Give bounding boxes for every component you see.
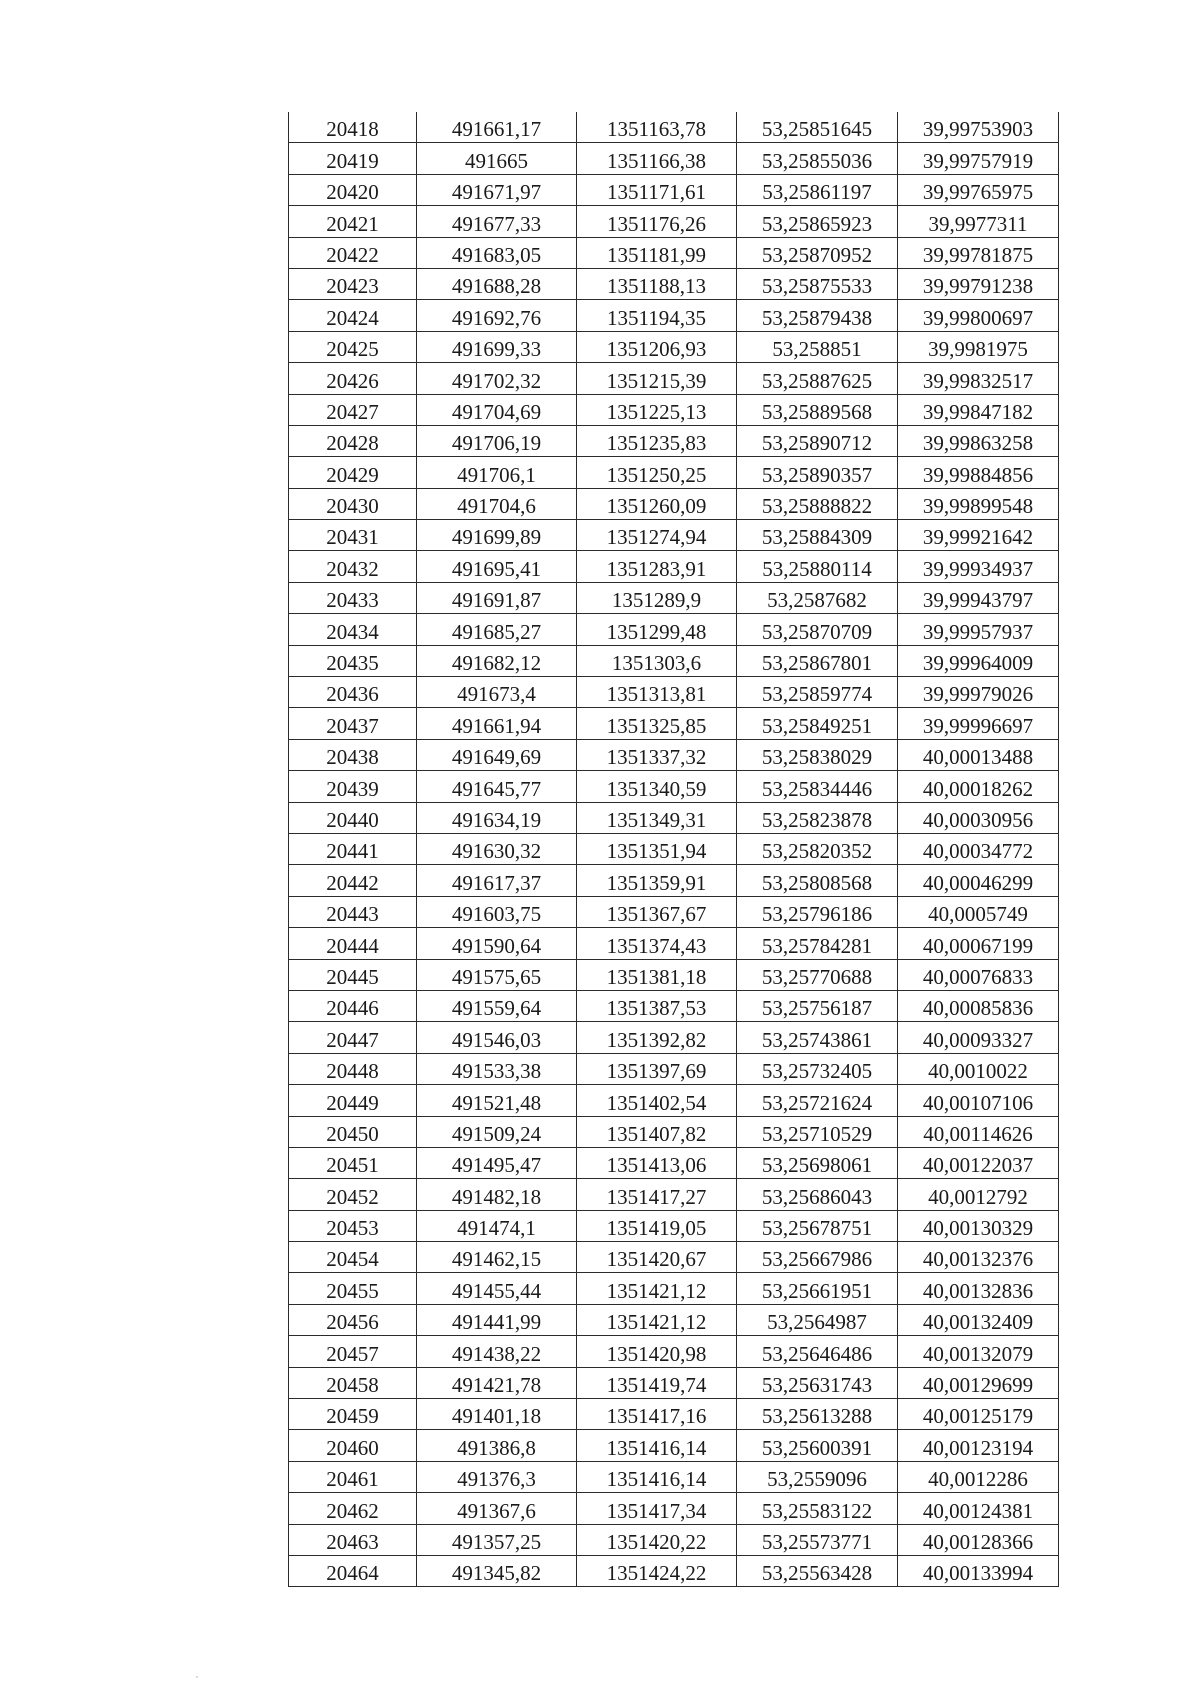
- latitude-cell: 53,25678751: [737, 1210, 898, 1241]
- latitude-cell: 53,25890712: [737, 425, 898, 456]
- table-row: [289, 1524, 1059, 1555]
- table-row: [289, 1430, 1059, 1461]
- point-number-cell: 20448: [289, 1053, 417, 1084]
- point-number-cell: 20450: [289, 1116, 417, 1147]
- longitude-cell: 40,00125179: [898, 1399, 1059, 1430]
- table-row: [289, 582, 1059, 613]
- y-coordinate-cell: 1351397,69: [577, 1053, 737, 1084]
- latitude-cell: 53,25796186: [737, 896, 898, 927]
- latitude-cell: 53,25667986: [737, 1242, 898, 1273]
- latitude-cell: 53,2559096: [737, 1461, 898, 1492]
- point-number-cell: 20435: [289, 645, 417, 676]
- y-coordinate-cell: 1351402,54: [577, 1085, 737, 1116]
- point-number-cell: 20421: [289, 206, 417, 237]
- table-row: [289, 1147, 1059, 1178]
- longitude-cell: 40,00030956: [898, 802, 1059, 833]
- table-row: [289, 1242, 1059, 1273]
- latitude-cell: 53,25732405: [737, 1053, 898, 1084]
- latitude-cell: 53,25823878: [737, 802, 898, 833]
- longitude-cell: 39,99899548: [898, 488, 1059, 519]
- x-coordinate-cell: 491357,25: [417, 1524, 577, 1555]
- x-coordinate-cell: 491677,33: [417, 206, 577, 237]
- table-row: [289, 1085, 1059, 1116]
- x-coordinate-cell: 491559,64: [417, 990, 577, 1021]
- longitude-cell: 40,00034772: [898, 833, 1059, 864]
- latitude-cell: 53,25834446: [737, 771, 898, 802]
- point-number-cell: 20462: [289, 1493, 417, 1524]
- table-row: [289, 990, 1059, 1021]
- x-coordinate-cell: 491699,89: [417, 520, 577, 551]
- y-coordinate-cell: 1351416,14: [577, 1430, 737, 1461]
- table-row: [289, 363, 1059, 394]
- longitude-cell: 39,99884856: [898, 457, 1059, 488]
- table-row: [289, 959, 1059, 990]
- longitude-cell: 40,00107106: [898, 1085, 1059, 1116]
- x-coordinate-cell: 491706,1: [417, 457, 577, 488]
- x-coordinate-cell: 491441,99: [417, 1304, 577, 1335]
- point-number-cell: 20436: [289, 677, 417, 708]
- y-coordinate-cell: 1351419,74: [577, 1367, 737, 1398]
- x-coordinate-cell: 491401,18: [417, 1399, 577, 1430]
- y-coordinate-cell: 1351303,6: [577, 645, 737, 676]
- table-row: [289, 237, 1059, 268]
- y-coordinate-cell: 1351337,32: [577, 739, 737, 770]
- longitude-cell: 40,0010022: [898, 1053, 1059, 1084]
- x-coordinate-cell: 491630,32: [417, 833, 577, 864]
- x-coordinate-cell: 491617,37: [417, 865, 577, 896]
- table-row: [289, 802, 1059, 833]
- y-coordinate-cell: 1351367,67: [577, 896, 737, 927]
- point-number-cell: 20443: [289, 896, 417, 927]
- longitude-cell: 39,9977311: [898, 206, 1059, 237]
- latitude-cell: 53,2564987: [737, 1304, 898, 1335]
- latitude-cell: 53,25613288: [737, 1399, 898, 1430]
- point-number-cell: 20451: [289, 1147, 417, 1178]
- point-number-cell: 20458: [289, 1367, 417, 1398]
- table-row: [289, 1399, 1059, 1430]
- x-coordinate-cell: 491695,41: [417, 551, 577, 582]
- longitude-cell: 40,0012792: [898, 1179, 1059, 1210]
- point-number-cell: 20432: [289, 551, 417, 582]
- table-row: [289, 1304, 1059, 1335]
- latitude-cell: 53,25855036: [737, 143, 898, 174]
- table-row: [289, 1555, 1059, 1586]
- latitude-cell: 53,25884309: [737, 520, 898, 551]
- longitude-cell: 39,9981975: [898, 331, 1059, 362]
- table-row: [289, 425, 1059, 456]
- point-number-cell: 20456: [289, 1304, 417, 1335]
- y-coordinate-cell: 1351176,26: [577, 206, 737, 237]
- longitude-cell: 40,00133994: [898, 1555, 1059, 1586]
- x-coordinate-cell: 491688,28: [417, 268, 577, 299]
- x-coordinate-cell: 491634,19: [417, 802, 577, 833]
- longitude-cell: 39,99863258: [898, 425, 1059, 456]
- point-number-cell: 20438: [289, 739, 417, 770]
- x-coordinate-cell: 491683,05: [417, 237, 577, 268]
- y-coordinate-cell: 1351171,61: [577, 174, 737, 205]
- point-number-cell: 20429: [289, 457, 417, 488]
- longitude-cell: 40,00124381: [898, 1493, 1059, 1524]
- y-coordinate-cell: 1351374,43: [577, 928, 737, 959]
- table-row: [289, 833, 1059, 864]
- y-coordinate-cell: 1351417,27: [577, 1179, 737, 1210]
- longitude-cell: 40,00130329: [898, 1210, 1059, 1241]
- x-coordinate-cell: 491649,69: [417, 739, 577, 770]
- longitude-cell: 40,00013488: [898, 739, 1059, 770]
- x-coordinate-cell: 491691,87: [417, 582, 577, 613]
- latitude-cell: 53,25875533: [737, 268, 898, 299]
- x-coordinate-cell: 491533,38: [417, 1053, 577, 1084]
- longitude-cell: 40,00114626: [898, 1116, 1059, 1147]
- y-coordinate-cell: 1351215,39: [577, 363, 737, 394]
- x-coordinate-cell: 491455,44: [417, 1273, 577, 1304]
- x-coordinate-cell: 491661,17: [417, 112, 577, 143]
- point-number-cell: 20437: [289, 708, 417, 739]
- longitude-cell: 40,00123194: [898, 1430, 1059, 1461]
- point-number-cell: 20452: [289, 1179, 417, 1210]
- latitude-cell: 53,25573771: [737, 1524, 898, 1555]
- longitude-cell: 39,99934937: [898, 551, 1059, 582]
- longitude-cell: 40,00132836: [898, 1273, 1059, 1304]
- latitude-cell: 53,25861197: [737, 174, 898, 205]
- latitude-cell: 53,25865923: [737, 206, 898, 237]
- latitude-cell: 53,25820352: [737, 833, 898, 864]
- table-row: [289, 1053, 1059, 1084]
- y-coordinate-cell: 1351325,85: [577, 708, 737, 739]
- x-coordinate-cell: 491692,76: [417, 300, 577, 331]
- table-row: [289, 896, 1059, 927]
- table-row: [289, 645, 1059, 676]
- table-row: [289, 520, 1059, 551]
- point-number-cell: 20459: [289, 1399, 417, 1430]
- table-row: [289, 614, 1059, 645]
- y-coordinate-cell: 1351206,93: [577, 331, 737, 362]
- latitude-cell: 53,25887625: [737, 363, 898, 394]
- latitude-cell: 53,25600391: [737, 1430, 898, 1461]
- table-row: [289, 708, 1059, 739]
- latitude-cell: 53,25784281: [737, 928, 898, 959]
- table-row: [289, 112, 1059, 143]
- point-number-cell: 20422: [289, 237, 417, 268]
- point-number-cell: 20426: [289, 363, 417, 394]
- longitude-cell: 40,00085836: [898, 990, 1059, 1021]
- x-coordinate-cell: 491704,69: [417, 394, 577, 425]
- latitude-cell: 53,25756187: [737, 990, 898, 1021]
- latitude-cell: 53,25879438: [737, 300, 898, 331]
- x-coordinate-cell: 491345,82: [417, 1555, 577, 1586]
- point-number-cell: 20427: [289, 394, 417, 425]
- point-number-cell: 20439: [289, 771, 417, 802]
- point-number-cell: 20463: [289, 1524, 417, 1555]
- longitude-cell: 39,99753903: [898, 112, 1059, 143]
- longitude-cell: 40,00093327: [898, 1022, 1059, 1053]
- point-number-cell: 20425: [289, 331, 417, 362]
- latitude-cell: 53,25583122: [737, 1493, 898, 1524]
- y-coordinate-cell: 1351299,48: [577, 614, 737, 645]
- table-row: [289, 206, 1059, 237]
- x-coordinate-cell: 491386,8: [417, 1430, 577, 1461]
- latitude-cell: 53,25870709: [737, 614, 898, 645]
- x-coordinate-cell: 491645,77: [417, 771, 577, 802]
- y-coordinate-cell: 1351351,94: [577, 833, 737, 864]
- point-number-cell: 20454: [289, 1242, 417, 1273]
- y-coordinate-cell: 1351417,34: [577, 1493, 737, 1524]
- table-row: [289, 739, 1059, 770]
- x-coordinate-cell: 491421,78: [417, 1367, 577, 1398]
- y-coordinate-cell: 1351417,16: [577, 1399, 737, 1430]
- latitude-cell: 53,25770688: [737, 959, 898, 990]
- longitude-cell: 39,99979026: [898, 677, 1059, 708]
- latitude-cell: 53,25888822: [737, 488, 898, 519]
- table-row: [289, 1022, 1059, 1053]
- longitude-cell: 39,99943797: [898, 582, 1059, 613]
- longitude-cell: 39,99757919: [898, 143, 1059, 174]
- x-coordinate-cell: 491706,19: [417, 425, 577, 456]
- point-number-cell: 20419: [289, 143, 417, 174]
- longitude-cell: 39,99847182: [898, 394, 1059, 425]
- point-number-cell: 20428: [289, 425, 417, 456]
- y-coordinate-cell: 1351424,22: [577, 1555, 737, 1586]
- latitude-cell: 53,25646486: [737, 1336, 898, 1367]
- point-number-cell: 20445: [289, 959, 417, 990]
- x-coordinate-cell: 491474,1: [417, 1210, 577, 1241]
- x-coordinate-cell: 491665: [417, 143, 577, 174]
- latitude-cell: 53,25563428: [737, 1555, 898, 1586]
- table-row: [289, 1367, 1059, 1398]
- x-coordinate-cell: 491702,32: [417, 363, 577, 394]
- latitude-cell: 53,25710529: [737, 1116, 898, 1147]
- latitude-cell: 53,25880114: [737, 551, 898, 582]
- y-coordinate-cell: 1351313,81: [577, 677, 737, 708]
- table-row: [289, 143, 1059, 174]
- longitude-cell: 40,00129699: [898, 1367, 1059, 1398]
- longitude-cell: 39,99765975: [898, 174, 1059, 205]
- x-coordinate-cell: 491671,97: [417, 174, 577, 205]
- latitude-cell: 53,25743861: [737, 1022, 898, 1053]
- longitude-cell: 39,99964009: [898, 645, 1059, 676]
- y-coordinate-cell: 1351421,12: [577, 1273, 737, 1304]
- x-coordinate-cell: 491546,03: [417, 1022, 577, 1053]
- y-coordinate-cell: 1351194,35: [577, 300, 737, 331]
- coordinates-table: [288, 112, 1059, 1587]
- longitude-cell: 40,00132079: [898, 1336, 1059, 1367]
- latitude-cell: 53,25889568: [737, 394, 898, 425]
- point-number-cell: 20423: [289, 268, 417, 299]
- x-coordinate-cell: 491704,6: [417, 488, 577, 519]
- x-coordinate-cell: 491376,3: [417, 1461, 577, 1492]
- table-row: [289, 488, 1059, 519]
- coordinates-table-body: [289, 112, 1059, 1587]
- point-number-cell: 20453: [289, 1210, 417, 1241]
- x-coordinate-cell: 491575,65: [417, 959, 577, 990]
- y-coordinate-cell: 1351407,82: [577, 1116, 737, 1147]
- x-coordinate-cell: 491438,22: [417, 1336, 577, 1367]
- table-row: [289, 300, 1059, 331]
- point-number-cell: 20455: [289, 1273, 417, 1304]
- longitude-cell: 40,00046299: [898, 865, 1059, 896]
- table-row: [289, 1210, 1059, 1241]
- point-number-cell: 20446: [289, 990, 417, 1021]
- table-row: [289, 331, 1059, 362]
- table-row: [289, 677, 1059, 708]
- y-coordinate-cell: 1351163,78: [577, 112, 737, 143]
- y-coordinate-cell: 1351289,9: [577, 582, 737, 613]
- y-coordinate-cell: 1351349,31: [577, 802, 737, 833]
- point-number-cell: 20440: [289, 802, 417, 833]
- table-row: [289, 1116, 1059, 1147]
- y-coordinate-cell: 1351188,13: [577, 268, 737, 299]
- longitude-cell: 39,99832517: [898, 363, 1059, 394]
- point-number-cell: 20461: [289, 1461, 417, 1492]
- y-coordinate-cell: 1351181,99: [577, 237, 737, 268]
- latitude-cell: 53,258851: [737, 331, 898, 362]
- latitude-cell: 53,25859774: [737, 677, 898, 708]
- latitude-cell: 53,25661951: [737, 1273, 898, 1304]
- point-number-cell: 20434: [289, 614, 417, 645]
- longitude-cell: 40,0012286: [898, 1461, 1059, 1492]
- longitude-cell: 40,00132409: [898, 1304, 1059, 1335]
- x-coordinate-cell: 491509,24: [417, 1116, 577, 1147]
- longitude-cell: 39,99781875: [898, 237, 1059, 268]
- latitude-cell: 53,2587682: [737, 582, 898, 613]
- y-coordinate-cell: 1351421,12: [577, 1304, 737, 1335]
- y-coordinate-cell: 1351413,06: [577, 1147, 737, 1178]
- point-number-cell: 20447: [289, 1022, 417, 1053]
- point-number-cell: 20444: [289, 928, 417, 959]
- longitude-cell: 40,00122037: [898, 1147, 1059, 1178]
- longitude-cell: 39,99996697: [898, 708, 1059, 739]
- y-coordinate-cell: 1351420,67: [577, 1242, 737, 1273]
- table-row: [289, 394, 1059, 425]
- latitude-cell: 53,25870952: [737, 237, 898, 268]
- y-coordinate-cell: 1351274,94: [577, 520, 737, 551]
- table-row: [289, 1273, 1059, 1304]
- y-coordinate-cell: 1351340,59: [577, 771, 737, 802]
- point-number-cell: 20464: [289, 1555, 417, 1586]
- x-coordinate-cell: 491661,94: [417, 708, 577, 739]
- latitude-cell: 53,25890357: [737, 457, 898, 488]
- latitude-cell: 53,25808568: [737, 865, 898, 896]
- table-row: [289, 551, 1059, 582]
- latitude-cell: 53,25838029: [737, 739, 898, 770]
- y-coordinate-cell: 1351419,05: [577, 1210, 737, 1241]
- y-coordinate-cell: 1351225,13: [577, 394, 737, 425]
- y-coordinate-cell: 1351387,53: [577, 990, 737, 1021]
- point-number-cell: 20442: [289, 865, 417, 896]
- y-coordinate-cell: 1351381,18: [577, 959, 737, 990]
- longitude-cell: 39,99957937: [898, 614, 1059, 645]
- y-coordinate-cell: 1351235,83: [577, 425, 737, 456]
- latitude-cell: 53,25851645: [737, 112, 898, 143]
- scan-speck: [196, 1676, 198, 1678]
- point-number-cell: 20449: [289, 1085, 417, 1116]
- longitude-cell: 39,99921642: [898, 520, 1059, 551]
- x-coordinate-cell: 491521,48: [417, 1085, 577, 1116]
- table-row: [289, 928, 1059, 959]
- longitude-cell: 40,00132376: [898, 1242, 1059, 1273]
- table-row: [289, 1461, 1059, 1492]
- point-number-cell: 20420: [289, 174, 417, 205]
- point-number-cell: 20418: [289, 112, 417, 143]
- y-coordinate-cell: 1351420,98: [577, 1336, 737, 1367]
- point-number-cell: 20430: [289, 488, 417, 519]
- point-number-cell: 20431: [289, 520, 417, 551]
- y-coordinate-cell: 1351260,09: [577, 488, 737, 519]
- x-coordinate-cell: 491603,75: [417, 896, 577, 927]
- latitude-cell: 53,25867801: [737, 645, 898, 676]
- table-row: [289, 268, 1059, 299]
- latitude-cell: 53,25698061: [737, 1147, 898, 1178]
- table-row: [289, 1179, 1059, 1210]
- longitude-cell: 40,00067199: [898, 928, 1059, 959]
- y-coordinate-cell: 1351359,91: [577, 865, 737, 896]
- x-coordinate-cell: 491482,18: [417, 1179, 577, 1210]
- x-coordinate-cell: 491495,47: [417, 1147, 577, 1178]
- table-row: [289, 174, 1059, 205]
- table-row: [289, 1336, 1059, 1367]
- table-row: [289, 865, 1059, 896]
- table-row: [289, 1493, 1059, 1524]
- x-coordinate-cell: 491462,15: [417, 1242, 577, 1273]
- longitude-cell: 40,00128366: [898, 1524, 1059, 1555]
- y-coordinate-cell: 1351283,91: [577, 551, 737, 582]
- x-coordinate-cell: 491590,64: [417, 928, 577, 959]
- point-number-cell: 20424: [289, 300, 417, 331]
- latitude-cell: 53,25686043: [737, 1179, 898, 1210]
- latitude-cell: 53,25721624: [737, 1085, 898, 1116]
- latitude-cell: 53,25849251: [737, 708, 898, 739]
- longitude-cell: 40,00018262: [898, 771, 1059, 802]
- y-coordinate-cell: 1351416,14: [577, 1461, 737, 1492]
- y-coordinate-cell: 1351250,25: [577, 457, 737, 488]
- table-row: [289, 771, 1059, 802]
- x-coordinate-cell: 491367,6: [417, 1493, 577, 1524]
- point-number-cell: 20441: [289, 833, 417, 864]
- x-coordinate-cell: 491685,27: [417, 614, 577, 645]
- latitude-cell: 53,25631743: [737, 1367, 898, 1398]
- point-number-cell: 20460: [289, 1430, 417, 1461]
- point-number-cell: 20433: [289, 582, 417, 613]
- longitude-cell: 39,99800697: [898, 300, 1059, 331]
- longitude-cell: 39,99791238: [898, 268, 1059, 299]
- point-number-cell: 20457: [289, 1336, 417, 1367]
- x-coordinate-cell: 491699,33: [417, 331, 577, 362]
- y-coordinate-cell: 1351166,38: [577, 143, 737, 174]
- x-coordinate-cell: 491682,12: [417, 645, 577, 676]
- x-coordinate-cell: 491673,4: [417, 677, 577, 708]
- y-coordinate-cell: 1351392,82: [577, 1022, 737, 1053]
- longitude-cell: 40,00076833: [898, 959, 1059, 990]
- y-coordinate-cell: 1351420,22: [577, 1524, 737, 1555]
- table-row: [289, 457, 1059, 488]
- longitude-cell: 40,0005749: [898, 896, 1059, 927]
